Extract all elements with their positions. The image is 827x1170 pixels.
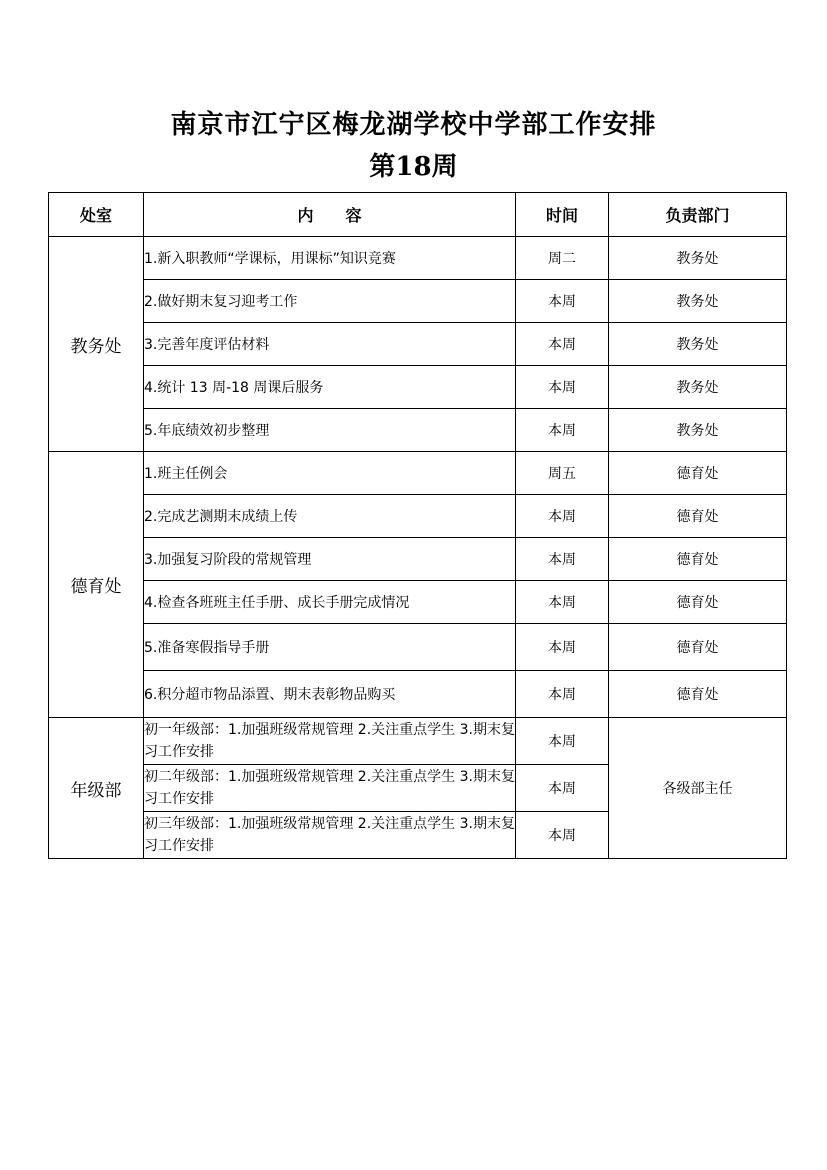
content-cell: 初二年级部：1.加强班级常规管理 2.关注重点学生 3.期末复习工作安排 bbox=[144, 765, 516, 812]
time-cell: 本周 bbox=[516, 718, 609, 765]
content-cell: 5.准备寒假指导手册 bbox=[144, 624, 516, 671]
responsible-cell: 德育处 bbox=[609, 538, 787, 581]
content-cell: 1.班主任例会 bbox=[144, 452, 516, 495]
table-row bbox=[49, 718, 787, 765]
responsible-cell: 德育处 bbox=[609, 581, 787, 624]
content-cell: 2.做好期末复习迎考工作 bbox=[144, 280, 516, 323]
responsible-cell: 教务处 bbox=[609, 280, 787, 323]
content-cell: 5.年底绩效初步整理 bbox=[144, 409, 516, 452]
time-cell: 本周 bbox=[516, 581, 609, 624]
table-row bbox=[49, 452, 787, 495]
content-cell: 1.新入职教师“学课标，用课标”知识竞赛 bbox=[144, 237, 516, 280]
dept-cell-deyu: 德育处 bbox=[49, 452, 144, 718]
time-cell: 本周 bbox=[516, 624, 609, 671]
content-cell: 3.完善年度评估材料 bbox=[144, 323, 516, 366]
table-row bbox=[49, 237, 787, 280]
time-cell: 本周 bbox=[516, 323, 609, 366]
time-cell: 本周 bbox=[516, 765, 609, 812]
table-row bbox=[49, 323, 787, 366]
time-cell: 本周 bbox=[516, 409, 609, 452]
time-cell: 周二 bbox=[516, 237, 609, 280]
header-dept: 处室 bbox=[49, 193, 144, 237]
week-label: 第18周 bbox=[369, 152, 458, 182]
page-title: 南京市江宁区梅龙湖学校中学部工作安排 bbox=[170, 110, 657, 140]
table-row bbox=[49, 280, 787, 323]
time-cell: 本周 bbox=[516, 280, 609, 323]
time-cell: 本周 bbox=[516, 812, 609, 859]
time-cell: 本周 bbox=[516, 671, 609, 718]
time-cell: 本周 bbox=[516, 538, 609, 581]
table-row bbox=[49, 581, 787, 624]
content-cell: 3.加强复习阶段的常规管理 bbox=[144, 538, 516, 581]
table-row bbox=[49, 538, 787, 581]
responsible-cell: 德育处 bbox=[609, 671, 787, 718]
responsible-cell: 德育处 bbox=[609, 495, 787, 538]
dept-cell-grade: 年级部 bbox=[49, 718, 144, 859]
dept-cell-jiaowu: 教务处 bbox=[49, 237, 144, 452]
header-content: 内 容 bbox=[144, 193, 516, 237]
content-cell: 4.检查各班班主任手册、成长手册完成情况 bbox=[144, 581, 516, 624]
header-row bbox=[49, 193, 787, 237]
responsible-cell: 德育处 bbox=[609, 452, 787, 495]
header-responsible: 负责部门 bbox=[609, 193, 787, 237]
responsible-cell: 教务处 bbox=[609, 323, 787, 366]
content-cell: 2.完成艺测期末成绩上传 bbox=[144, 495, 516, 538]
responsible-cell: 教务处 bbox=[609, 366, 787, 409]
time-cell: 本周 bbox=[516, 366, 609, 409]
responsible-cell: 教务处 bbox=[609, 237, 787, 280]
table-row bbox=[49, 495, 787, 538]
responsible-cell: 教务处 bbox=[609, 409, 787, 452]
content-cell: 6.积分超市物品添置、期末表彰物品购买 bbox=[144, 671, 516, 718]
content-cell: 4.统计 13 周-18 周课后服务 bbox=[144, 366, 516, 409]
header-time: 时间 bbox=[516, 193, 609, 237]
time-cell: 本周 bbox=[516, 495, 609, 538]
table-row bbox=[49, 671, 787, 718]
table-row bbox=[49, 624, 787, 671]
responsible-cell: 德育处 bbox=[609, 624, 787, 671]
schedule-table bbox=[48, 192, 787, 859]
table-row bbox=[49, 366, 787, 409]
content-cell: 初三年级部：1.加强班级常规管理 2.关注重点学生 3.期末复习工作安排 bbox=[144, 812, 516, 859]
time-cell: 周五 bbox=[516, 452, 609, 495]
table-row bbox=[49, 409, 787, 452]
responsible-cell-grade: 各级部主任 bbox=[609, 718, 787, 859]
content-cell: 初一年级部：1.加强班级常规管理 2.关注重点学生 3.期末复习工作安排 bbox=[144, 718, 516, 765]
